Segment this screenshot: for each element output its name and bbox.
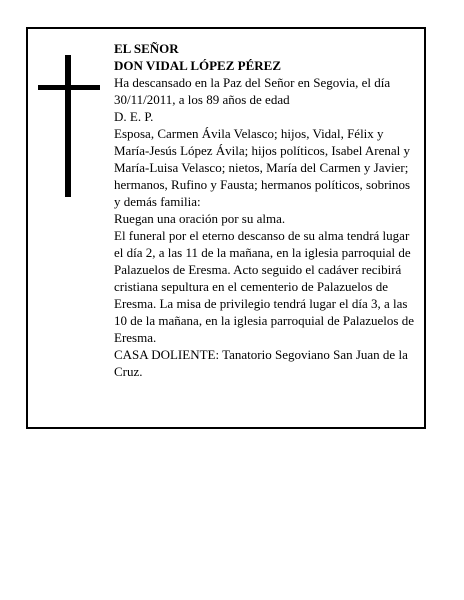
death-statement: Ha descansado en la Paz del Señor en Segovia, el día 30/11/2011, a los 89 años de edad: [114, 75, 391, 107]
deceased-name: DON VIDAL LÓPEZ PÉREZ: [114, 58, 281, 73]
casa-doliente: CASA DOLIENTE: Tanatorio Segoviano San Juan de la Cruz.: [114, 347, 408, 379]
prayer-request: Ruegan una oración por su alma.: [114, 211, 286, 226]
dep-line: D. E. P.: [114, 109, 154, 124]
notice-text: [114, 40, 416, 380]
family-list: Esposa, Carmen Ávila Velasco; hijos, Vidal, Félix y María-Jesús López Ávila; hijos políticos, Isabel Arenal y María-Luisa Velasco; nietos, María del Carmen y Javier; hermanos, Rufino y Fausta; hermanos políticos, sobrinos y demás familia:: [114, 126, 411, 209]
cross-icon: [38, 55, 100, 197]
obituary-notice: [26, 27, 426, 429]
cross-horizontal-bar: [38, 85, 100, 90]
cross-vertical-bar: [65, 55, 71, 197]
funeral-details: El funeral por el eterno descanso de su alma tendrá lugar el día 2, a las 11 de la mañana, en la iglesia parroquial de Palazuelos de Eresma. Acto seguido el cadáver recibirá cristiana sepultura en el cementerio de Palazuelos de Eresma. La misa de privilegio tendrá lugar el día 3, a las 10 de la mañana, en la iglesia parroquial de Palazuelos de Eresma.: [114, 228, 414, 345]
title-line-1: EL SEÑOR: [114, 41, 179, 56]
